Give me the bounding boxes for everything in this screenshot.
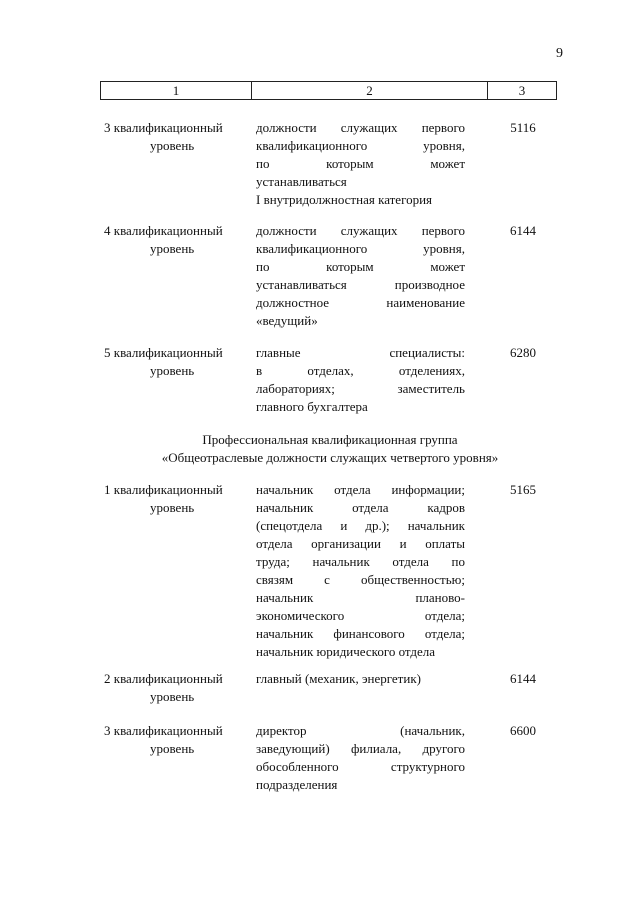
table-header: [100, 81, 557, 100]
description-line: должности служащих первого: [256, 223, 465, 238]
description-line: лабораториях; заместитель: [256, 381, 465, 396]
qualification-level-number: 3 квалификационный: [104, 723, 223, 738]
header-col-2: 2: [252, 82, 488, 100]
qualification-level-number: 5 квалификационный: [104, 345, 223, 360]
salary-value: 5116: [510, 120, 536, 135]
description-line: главные специалисты:: [256, 345, 465, 360]
description-line: обособленного структурного: [256, 759, 465, 774]
description-line: начальник финансового отдела;: [256, 626, 465, 641]
position-description: [256, 670, 465, 688]
qualification-level-number: 4 квалификационный: [104, 223, 223, 238]
description-line: в отделах, отделениях,: [256, 363, 465, 378]
salary-value: 6144: [510, 671, 536, 686]
qualification-level-word: уровень: [150, 363, 195, 378]
description-line: начальник отдела информации;: [256, 482, 465, 497]
description-line: начальник юридического отдела: [256, 644, 436, 659]
description-line: директор (начальник,: [256, 723, 465, 738]
description-line: труда; начальник отдела по: [256, 554, 465, 569]
position-description: [256, 119, 465, 209]
description-line: должностное наименование: [256, 295, 465, 310]
qualification-level: [104, 722, 252, 758]
header-col-3: 3: [488, 82, 557, 100]
group-title-line-1: Профессиональная квалификационная группа: [202, 432, 458, 447]
description-line: главный (механик, энергетик): [256, 671, 421, 686]
position-description: [256, 481, 465, 661]
description-line: главного бухгалтера: [256, 399, 368, 414]
description-line: (спецотдела и др.); начальник: [256, 518, 465, 533]
salary-value: 6280: [510, 345, 536, 360]
qualification-level-number: 3 квалификационный: [104, 120, 223, 135]
salary-value: 6600: [510, 723, 536, 738]
header-col-1: 1: [101, 82, 252, 100]
description-line: по которым может: [256, 156, 465, 171]
qualification-level-word: уровень: [150, 689, 195, 704]
description-line: по которым может: [256, 259, 465, 274]
description-line: начальник планово-: [256, 590, 465, 605]
description-line: квалификационного уровня,: [256, 138, 465, 153]
position-description: [256, 344, 465, 416]
description-line: заведующий) филиала, другого: [256, 741, 465, 756]
description-line: «ведущий»: [256, 313, 318, 328]
qualification-level-number: 1 квалификационный: [104, 482, 223, 497]
qualification-level-word: уровень: [150, 138, 195, 153]
description-line: отдела организации и оплаты: [256, 536, 465, 551]
salary-value: 5165: [510, 482, 536, 497]
description-line: должности служащих первого: [256, 120, 465, 135]
qualification-level: [104, 119, 252, 155]
description-line: подразделения: [256, 777, 338, 792]
qualification-level-word: уровень: [150, 741, 195, 756]
qualification-level-number: 2 квалификационный: [104, 671, 223, 686]
salary-value: 6144: [510, 223, 536, 238]
page-number: 9: [556, 46, 563, 61]
qualification-level: [104, 670, 252, 706]
qualification-level: [104, 481, 252, 517]
description-line: экономического отдела;: [256, 608, 465, 623]
description-line: связям с общественностью;: [256, 572, 465, 587]
description-line: I внутридолжностная категория: [256, 192, 433, 207]
group-title-line-2: «Общеотраслевые должности служащих четвертого уровня»: [161, 450, 499, 465]
position-description: [256, 722, 465, 794]
description-line: начальник отдела кадров: [256, 500, 465, 515]
qualification-level: [104, 222, 252, 258]
description-line: квалификационного уровня,: [256, 241, 465, 256]
qualification-level-word: уровень: [150, 500, 195, 515]
description-line: устанавливаться: [256, 174, 347, 189]
qualification-level-word: уровень: [150, 241, 195, 256]
description-line: устанавливаться производное: [256, 277, 465, 292]
position-description: [256, 222, 465, 330]
qualification-level: [104, 344, 252, 380]
